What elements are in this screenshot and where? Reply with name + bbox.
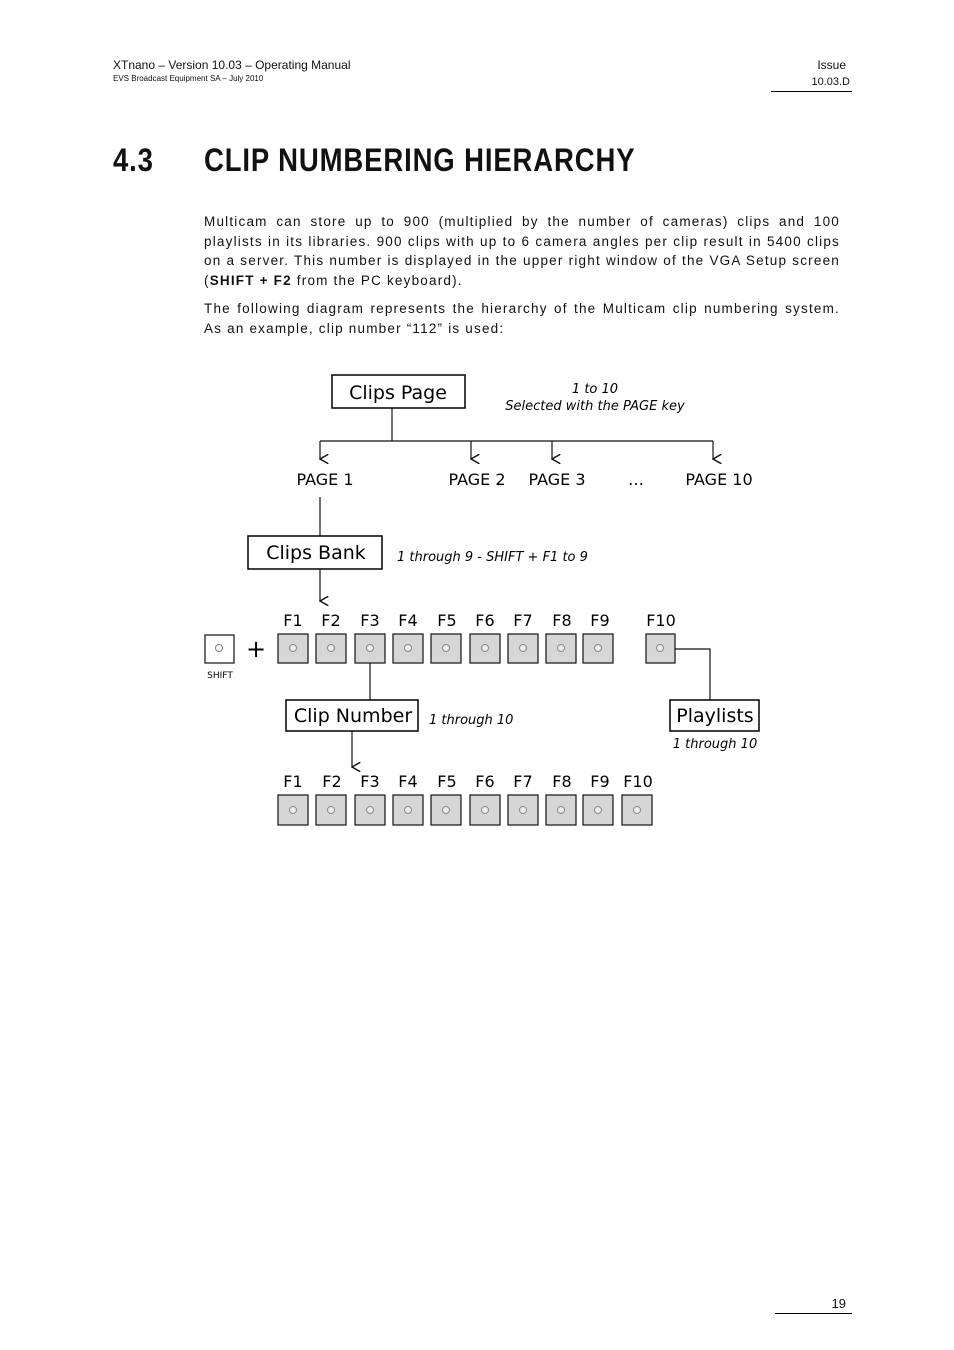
section-number: 4.3 (113, 142, 154, 178)
page-label-1: PAGE 1 (296, 470, 354, 489)
clips-page-note-range: 1 to 10 (571, 382, 619, 397)
playlists-note: 1 through 10 (672, 737, 758, 752)
shift-key-label: SHIFT (207, 671, 233, 681)
top-fkey-label-f10: F10 (646, 611, 676, 630)
publisher-line: EVS Broadcast Equipment SA – July 2010 (113, 74, 264, 83)
bottom-fkey-label-f10: F10 (623, 772, 653, 791)
top-fkey-label-f4: F4 (398, 611, 418, 630)
top-fkey-labels (283, 611, 675, 630)
paragraph-intro-text-1: Multicam can store up to 900 (multiplied by the number of cameras) clips and 100 playlists in its libraries. 900 clips with up to 6 camera angles per clip result in 5400 clips on a server. This number is displayed in the upper right window of the VGA Setup screen ( (204, 214, 840, 288)
paragraph-diagram-intro: The following diagram represents the hierarchy of the Multicam clip numbering system. As an example, clip number “112” is used: (204, 301, 840, 336)
top-fkeys (278, 634, 675, 663)
manual-title: XTnano – Version 10.03 – Operating Manual (113, 58, 351, 72)
top-fkey-label-f7: F7 (513, 611, 533, 630)
bottom-fkey-label-f6: F6 (475, 772, 495, 791)
issue-label: Issue (817, 58, 846, 72)
top-fkey-label-f9: F9 (590, 611, 610, 630)
paragraph-intro-text-2: from the PC keyboard). (291, 272, 463, 288)
page-label-10: PAGE 10 (685, 470, 753, 489)
paragraph-intro (204, 212, 840, 290)
bottom-fkey-label-f4: F4 (398, 772, 418, 791)
page-label-2: PAGE 2 (448, 470, 506, 489)
page-number: 19 (831, 1296, 846, 1311)
top-fkey-label-f5: F5 (437, 611, 457, 630)
clip-number-label: Clip Number (293, 705, 413, 727)
clip-number-note: 1 through 10 (429, 713, 514, 728)
issue-version: 10.03.D (811, 76, 850, 88)
bottom-fkey-label-f8: F8 (552, 772, 572, 791)
bottom-fkey-label-f5: F5 (437, 772, 457, 791)
top-fkey-label-f8: F8 (552, 611, 572, 630)
bottom-fkey-label-f3: F3 (360, 772, 380, 791)
clip-hierarchy-diagram (195, 365, 775, 835)
bottom-fkeys (278, 795, 652, 825)
clips-page-note-key: Selected with the PAGE key (505, 399, 685, 414)
bottom-fkey-label-f2: F2 (322, 772, 342, 791)
section-title: CLIP NUMBERING HIERARCHY (204, 142, 636, 178)
clips-bank-label: Clips Bank (266, 542, 366, 564)
bottom-fkey-labels (283, 772, 652, 791)
bottom-fkey-label-f7: F7 (513, 772, 533, 791)
top-fkey-label-f1: F1 (283, 611, 303, 630)
plus-sign: + (245, 635, 267, 663)
header-rule (771, 91, 852, 92)
bottom-fkey-label-f1: F1 (283, 772, 303, 791)
top-fkey-label-f2: F2 (321, 611, 341, 630)
clips-bank-note: 1 through 9 - SHIFT + F1 to 9 (397, 550, 588, 565)
top-fkey-label-f3: F3 (360, 611, 380, 630)
bottom-fkey-label-f9: F9 (590, 772, 610, 791)
keyboard-shortcut: SHIFT + F2 (209, 272, 292, 288)
page-label-ellipsis: … (628, 470, 644, 489)
playlists-label: Playlists (676, 705, 754, 727)
footer-rule (775, 1313, 852, 1314)
clips-page-label: Clips Page (349, 382, 447, 404)
page-label-3: PAGE 3 (528, 470, 586, 489)
top-fkey-label-f6: F6 (475, 611, 495, 630)
